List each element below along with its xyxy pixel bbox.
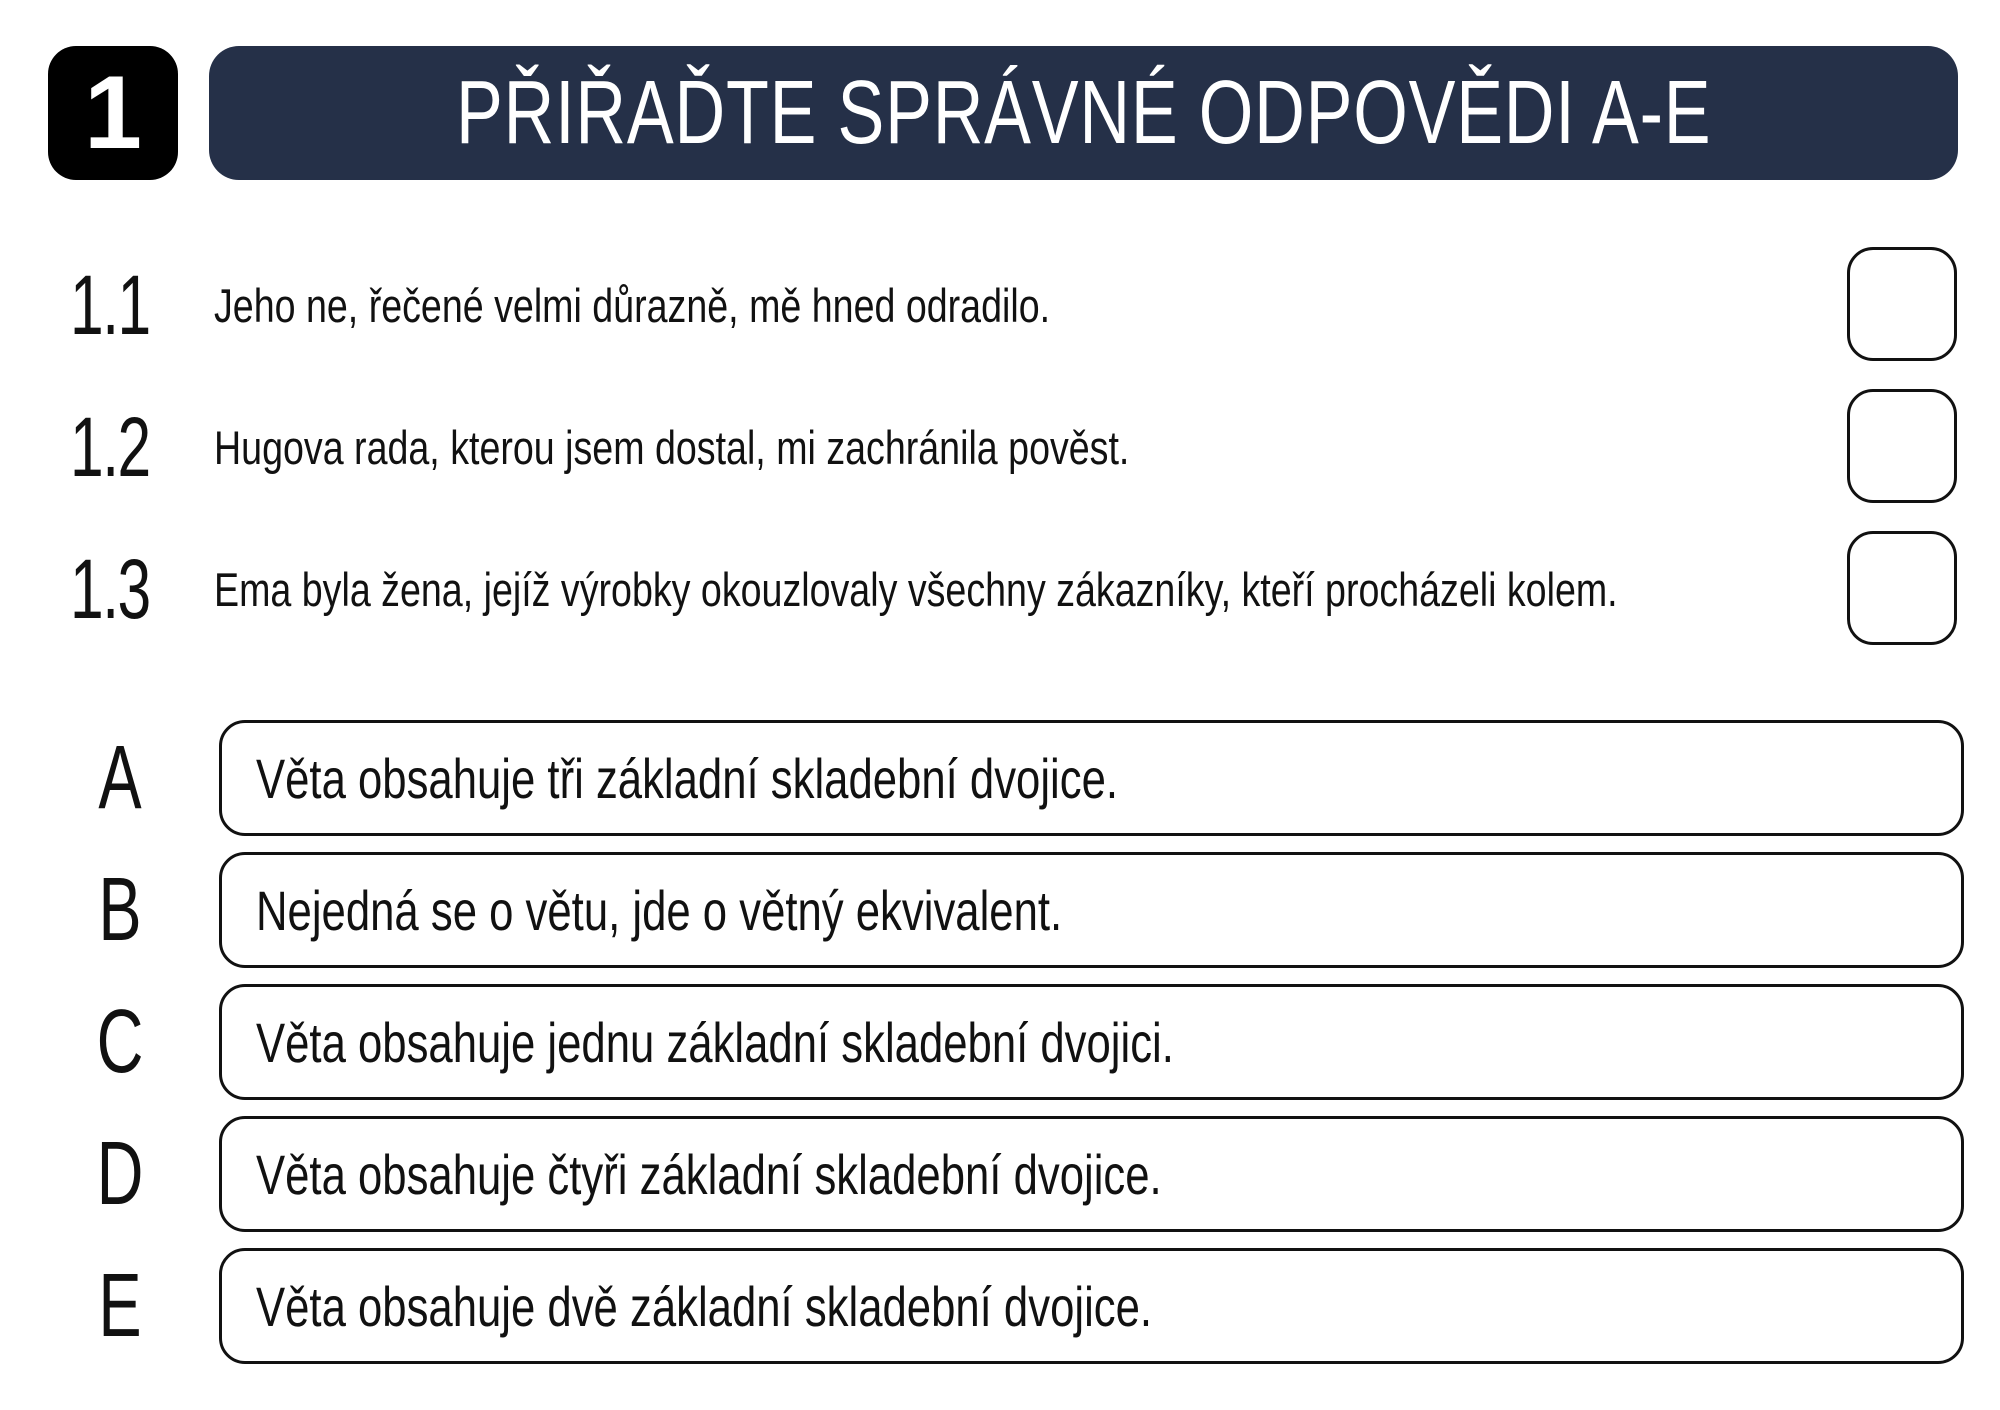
question-text: Ema byla žena, jejíž výrobky okouzlovaly všechny zákazníky, kteří procházeli kolem.: [214, 562, 1618, 616]
option-letter: D: [96, 1123, 144, 1224]
option-text: Věta obsahuje dvě základní skladební dvojice.: [256, 1274, 1153, 1338]
exercise-number-badge: [48, 46, 178, 180]
question-row: [0, 387, 2000, 507]
option-letter: B: [98, 859, 142, 960]
exercise-title: PŘIŘAĎTE SPRÁVNÉ ODPOVĚDI A-E: [455, 63, 1712, 163]
option-letter: A: [98, 727, 142, 828]
answer-option: [0, 720, 2000, 836]
exercise-number: 1: [84, 55, 142, 171]
answer-option: [0, 852, 2000, 968]
question-number: 1.2: [70, 399, 150, 494]
answer-box-1-2[interactable]: [1847, 389, 1957, 503]
question-row: [0, 245, 2000, 365]
question-text: Hugova rada, kterou jsem dostal, mi zachránila pověst.: [214, 420, 1130, 474]
question-text: Jeho ne, řečené velmi důrazně, mě hned odradilo.: [214, 278, 1051, 332]
question-number: 1.3: [70, 541, 150, 636]
answer-box-1-3[interactable]: [1847, 531, 1957, 645]
answer-box-1-1[interactable]: [1847, 247, 1957, 361]
question-number: 1.1: [70, 257, 150, 352]
option-text: Věta obsahuje čtyři základní skladební dvojice.: [256, 1142, 1162, 1206]
question-row: [0, 529, 2000, 649]
option-text: Nejedná se o větu, jde o větný ekvivalent.: [256, 878, 1063, 942]
answer-option: [0, 1116, 2000, 1232]
option-text: Věta obsahuje jednu základní skladební dvojici.: [256, 1010, 1174, 1074]
answer-option: [0, 1248, 2000, 1364]
title-bar: [209, 46, 1958, 180]
option-letter: C: [96, 991, 144, 1092]
answer-option: [0, 984, 2000, 1100]
option-text: Věta obsahuje tři základní skladební dvojice.: [256, 746, 1118, 810]
option-letter: E: [98, 1255, 142, 1356]
